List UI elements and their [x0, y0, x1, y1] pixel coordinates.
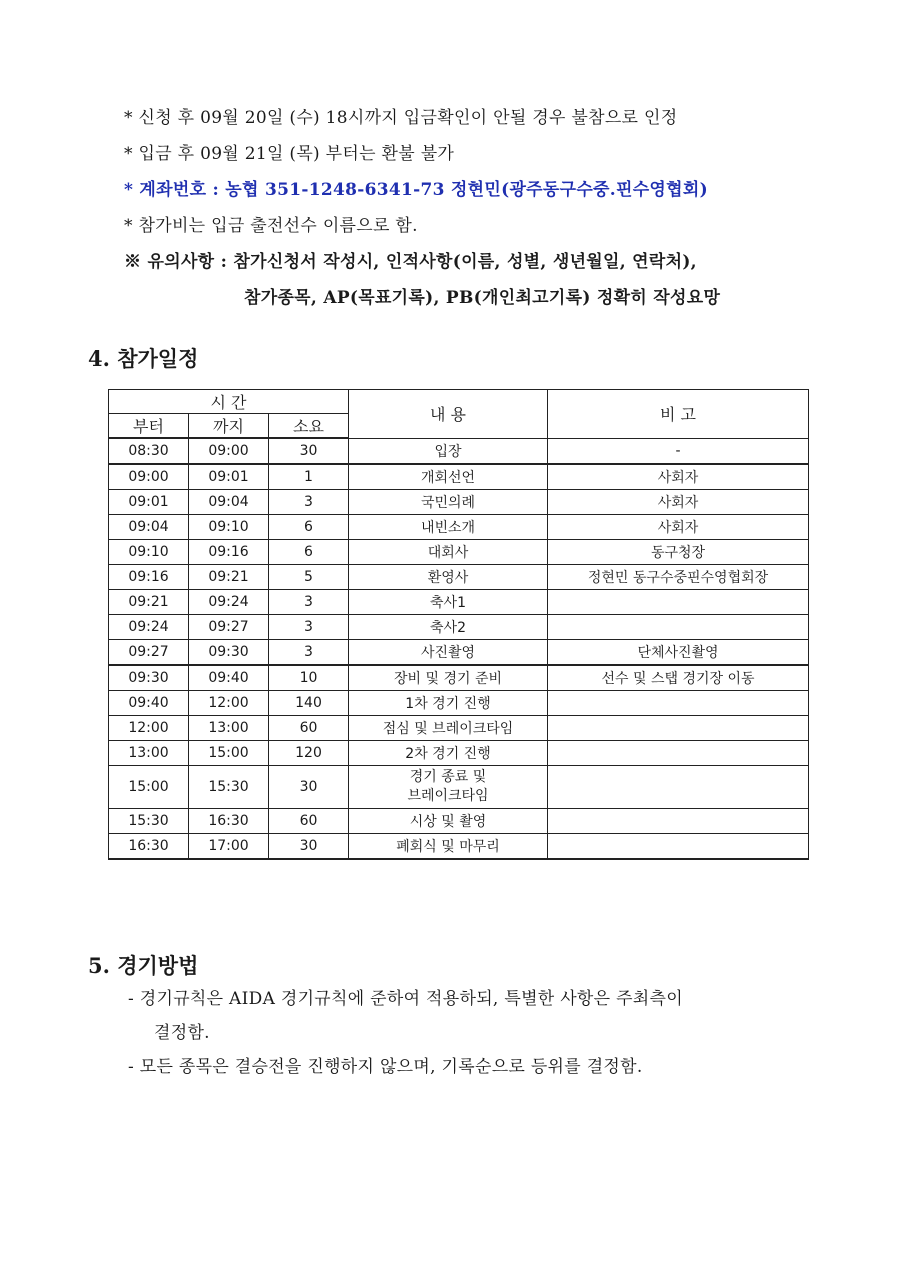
table-row	[109, 590, 809, 615]
cell-to: 15:30	[189, 766, 269, 809]
cell-content: 국민의례	[349, 490, 548, 515]
cell-duration: 30	[269, 438, 349, 464]
cell-from: 09:04	[109, 515, 189, 540]
cell-from: 09:40	[109, 691, 189, 716]
cell-content: 폐회식 및 마무리	[349, 834, 548, 860]
header-duration: 소요	[269, 414, 349, 439]
cell-from: 09:30	[109, 665, 189, 691]
cell-content: 시상 및 촬영	[349, 809, 548, 834]
schedule-rows	[109, 438, 809, 859]
cell-from: 09:27	[109, 640, 189, 666]
header-from: 부터	[109, 414, 189, 439]
cell-from: 09:00	[109, 464, 189, 490]
cell-content: 환영사	[349, 565, 548, 590]
cell-duration: 3	[269, 640, 349, 666]
cell-content: 1차 경기 진행	[349, 691, 548, 716]
cell-remark	[548, 809, 809, 834]
cell-remark	[548, 691, 809, 716]
cell-content: 입장	[349, 438, 548, 464]
cell-from: 12:00	[109, 716, 189, 741]
registration-notes	[124, 100, 824, 316]
cell-from: 16:30	[109, 834, 189, 860]
cell-from: 09:16	[109, 565, 189, 590]
table-row	[109, 615, 809, 640]
cell-content: 경기 종료 및 브레이크타임	[349, 766, 548, 809]
cell-from: 09:21	[109, 590, 189, 615]
cell-remark	[548, 834, 809, 860]
cell-content: 사진촬영	[349, 640, 548, 666]
note-deadline: * 신청 후 09월 20일 (수) 18시까지 입금확인이 안될 경우 불참으로 인정	[124, 108, 678, 128]
cell-to: 09:01	[189, 464, 269, 490]
cell-remark: -	[548, 438, 809, 464]
cell-remark: 동구청장	[548, 540, 809, 565]
cell-duration: 60	[269, 716, 349, 741]
cell-content: 점심 및 브레이크타임	[349, 716, 548, 741]
cell-duration: 3	[269, 490, 349, 515]
methods-title: 5. 경기방법	[88, 953, 199, 978]
cell-from: 13:00	[109, 741, 189, 766]
cell-content: 축사2	[349, 615, 548, 640]
table-row	[109, 691, 809, 716]
table-row	[109, 490, 809, 515]
cell-to: 15:00	[189, 741, 269, 766]
cell-content: 장비 및 경기 준비	[349, 665, 548, 691]
cell-remark: 사회자	[548, 490, 809, 515]
cell-duration: 30	[269, 834, 349, 860]
method-ranking: - 모든 종목은 결승전을 진행하지 않으며, 기록순으로 등위를 결정함.	[128, 1057, 643, 1077]
cell-to: 09:10	[189, 515, 269, 540]
cell-to: 16:30	[189, 809, 269, 834]
table-row	[109, 540, 809, 565]
table-row	[109, 809, 809, 834]
cell-to: 09:21	[189, 565, 269, 590]
table-row	[109, 716, 809, 741]
cell-to: 09:27	[189, 615, 269, 640]
cell-to: 12:00	[189, 691, 269, 716]
cell-content: 내빈소개	[349, 515, 548, 540]
method-rule-continued: 결정함.	[154, 1023, 210, 1043]
table-row	[109, 565, 809, 590]
cell-from: 09:10	[109, 540, 189, 565]
header-content: 내 용	[349, 390, 548, 439]
header-to: 까지	[189, 414, 269, 439]
cell-content: 대회사	[349, 540, 548, 565]
methods-list	[128, 982, 828, 1084]
cell-duration: 10	[269, 665, 349, 691]
note-caution-continued: 참가종목, AP(목표기록), PB(개인최고기록) 정확히 작성요망	[244, 288, 721, 308]
cell-content: 축사1	[349, 590, 548, 615]
table-row	[109, 464, 809, 490]
schedule-title: 4. 참가일정	[88, 346, 199, 371]
cell-duration: 3	[269, 590, 349, 615]
cell-from: 08:30	[109, 438, 189, 464]
cell-from: 15:30	[109, 809, 189, 834]
method-rule: - 경기규칙은 AIDA 경기규칙에 준하여 적용하되, 특별한 사항은 주최측이	[128, 989, 683, 1009]
cell-duration: 30	[269, 766, 349, 809]
cell-to: 09:30	[189, 640, 269, 666]
cell-to: 09:04	[189, 490, 269, 515]
table-row	[109, 834, 809, 860]
cell-duration: 140	[269, 691, 349, 716]
cell-to: 17:00	[189, 834, 269, 860]
cell-remark	[548, 741, 809, 766]
cell-content: 2차 경기 진행	[349, 741, 548, 766]
cell-to: 09:16	[189, 540, 269, 565]
cell-duration: 6	[269, 540, 349, 565]
table-row	[109, 741, 809, 766]
cell-to: 09:24	[189, 590, 269, 615]
table-row	[109, 515, 809, 540]
cell-to: 09:00	[189, 438, 269, 464]
cell-duration: 6	[269, 515, 349, 540]
cell-content: 개회선언	[349, 464, 548, 490]
schedule-table	[108, 389, 809, 860]
note-account: * 계좌번호 : 농협 351-1248-6341-73 정현민(광주동구수중.핀수영협회)	[124, 180, 708, 200]
cell-remark	[548, 615, 809, 640]
cell-remark: 정현민 동구수중핀수영협회장	[548, 565, 809, 590]
note-caution: ※ 유의사항 : 참가신청서 작성시, 인적사항(이름, 성별, 생년월일, 연락처),	[124, 252, 697, 272]
header-remark: 비 고	[548, 390, 809, 439]
cell-from: 09:24	[109, 615, 189, 640]
note-depositor: * 참가비는 입금 출전선수 이름으로 함.	[124, 216, 418, 236]
cell-to: 09:40	[189, 665, 269, 691]
cell-duration: 5	[269, 565, 349, 590]
table-row	[109, 640, 809, 666]
cell-duration: 60	[269, 809, 349, 834]
note-refund: * 입금 후 09월 21일 (목) 부터는 환불 불가	[124, 144, 455, 164]
table-row	[109, 438, 809, 464]
cell-remark	[548, 766, 809, 809]
table-row	[109, 665, 809, 691]
cell-duration: 3	[269, 615, 349, 640]
cell-remark: 단체사진촬영	[548, 640, 809, 666]
header-time-group: 시 간	[109, 390, 349, 414]
cell-remark: 선수 및 스탭 경기장 이동	[548, 665, 809, 691]
cell-remark: 사회자	[548, 515, 809, 540]
table-row	[109, 766, 809, 809]
cell-to: 13:00	[189, 716, 269, 741]
cell-remark: 사회자	[548, 464, 809, 490]
cell-from: 09:01	[109, 490, 189, 515]
cell-duration: 1	[269, 464, 349, 490]
cell-remark	[548, 590, 809, 615]
cell-from: 15:00	[109, 766, 189, 809]
cell-duration: 120	[269, 741, 349, 766]
cell-remark	[548, 716, 809, 741]
